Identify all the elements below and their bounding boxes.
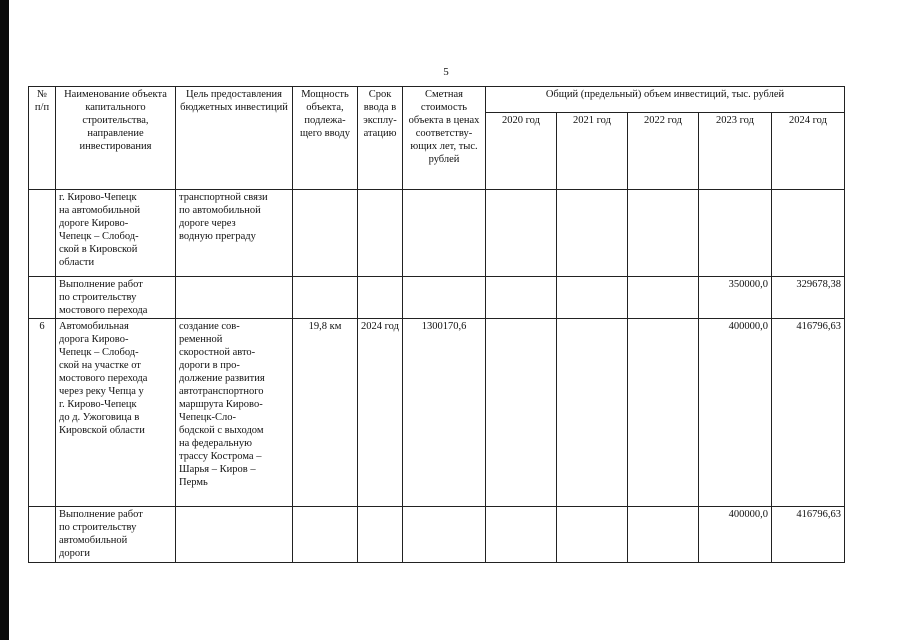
cell-purpose-line: Шарья – Киров – xyxy=(179,464,256,475)
cell-name-line: по строительству xyxy=(59,522,137,533)
cell-year-value xyxy=(699,190,772,277)
cell-purpose xyxy=(176,190,293,277)
cell-name-line: Чепецк – Слобод- xyxy=(59,347,139,358)
cell-name-line: Чепецк – Слобод- xyxy=(59,231,139,242)
cell-name-line: Выполнение работ xyxy=(59,509,143,520)
header-num: № п/п xyxy=(29,87,56,190)
cell-purpose-line: водную преграду xyxy=(179,231,256,242)
cell-name-line: ской на участке от xyxy=(59,360,141,371)
table-row xyxy=(29,190,845,277)
cell-year-value xyxy=(557,507,628,563)
cell-purpose-line: трассу Кострома – xyxy=(179,451,262,462)
header-capacity: Мощность объекта, подлежа-щего вводу xyxy=(293,87,358,190)
cell-capacity xyxy=(293,277,358,319)
cell-name-line: до д. Ужоговица в xyxy=(59,412,140,423)
cell-name-line: области xyxy=(59,257,95,268)
cell-name xyxy=(56,277,176,319)
cell-name-line: дороге Кирово- xyxy=(59,218,129,229)
cell-purpose-line: транспортной связи xyxy=(179,192,268,203)
table-row xyxy=(29,507,845,563)
cell-purpose-line: автотранспортного xyxy=(179,386,264,397)
cell-name-line: на автомобильной xyxy=(59,205,141,216)
cell-year-value xyxy=(628,319,699,507)
cell-year-value: 416796,63 xyxy=(772,319,845,507)
cell-name-line: Автомобильная xyxy=(59,321,129,332)
cell-name-line: Кировской области xyxy=(59,425,145,436)
cell-name-line: г. Кирово-Чепецк xyxy=(59,192,137,203)
cell-purpose-line: Чепецк-Сло- xyxy=(179,412,236,423)
header-cost: Сметная стоимость объекта в ценах соответству-ющих лет, тыс. рублей xyxy=(403,87,486,190)
cell-capacity: 19,8 км xyxy=(293,319,358,507)
cell-year-value xyxy=(557,190,628,277)
cell-purpose xyxy=(176,507,293,563)
cell-term xyxy=(358,277,403,319)
cell-year-value xyxy=(628,190,699,277)
cell-year-value xyxy=(628,507,699,563)
cell-year-value: 400000,0 xyxy=(699,507,772,563)
header-year: 2021 год xyxy=(557,113,628,190)
table-row xyxy=(29,319,845,507)
header-year: 2020 год xyxy=(486,113,557,190)
cell-name-line: автомобильной xyxy=(59,535,128,546)
cell-term xyxy=(358,507,403,563)
cell-year-value xyxy=(557,277,628,319)
scan-edge-bar xyxy=(0,0,9,640)
cell-name-line: Выполнение работ xyxy=(59,279,143,290)
cell-purpose-line: скоростной авто- xyxy=(179,347,256,358)
cell-purpose-line: Пермь xyxy=(179,477,208,488)
cell-num xyxy=(29,507,56,563)
cell-name-line: мостового перехода xyxy=(59,373,148,384)
cell-purpose-line: маршрута Кирово- xyxy=(179,399,263,410)
header-year: 2022 год xyxy=(628,113,699,190)
cell-purpose-line: дороге через xyxy=(179,218,236,229)
cell-year-value: 329678,38 xyxy=(772,277,845,319)
cell-year-value: 416796,63 xyxy=(772,507,845,563)
cell-year-value: 350000,0 xyxy=(699,277,772,319)
cell-purpose-line: бодской с выходом xyxy=(179,425,264,436)
cell-num xyxy=(29,277,56,319)
cell-purpose xyxy=(176,319,293,507)
header-purpose: Цель предоставления бюджетных инвестиций xyxy=(176,87,293,190)
cell-purpose-line: ременной xyxy=(179,334,223,345)
cell-name-line: по строительству xyxy=(59,292,137,303)
cell-year-value xyxy=(486,507,557,563)
cell-year-value xyxy=(486,319,557,507)
cell-capacity xyxy=(293,190,358,277)
cell-name-line: через реку Чепца у xyxy=(59,386,144,397)
cell-name-line: ской в Кировской xyxy=(59,244,138,255)
header-total: Общий (предельный) объем инвестиций, тыс. рублей xyxy=(486,87,845,113)
cell-cost xyxy=(403,190,486,277)
cell-num xyxy=(29,190,56,277)
page-number: 5 xyxy=(443,66,449,78)
cell-purpose xyxy=(176,277,293,319)
table-row xyxy=(29,277,845,319)
cell-purpose-line: создание сов- xyxy=(179,321,240,332)
cell-purpose-line: дороги в про- xyxy=(179,360,240,371)
cell-name xyxy=(56,507,176,563)
header-year: 2023 год xyxy=(699,113,772,190)
header-year: 2024 год xyxy=(772,113,845,190)
cell-term xyxy=(358,190,403,277)
cell-cost xyxy=(403,277,486,319)
header-term: Срок ввода в эксплу-атацию xyxy=(358,87,403,190)
cell-year-value xyxy=(557,319,628,507)
cell-year-value xyxy=(486,277,557,319)
cell-year-value xyxy=(486,190,557,277)
investment-table xyxy=(28,86,845,563)
cell-year-value xyxy=(772,190,845,277)
cell-name xyxy=(56,319,176,507)
cell-capacity xyxy=(293,507,358,563)
cell-term: 2024 год xyxy=(358,319,403,507)
cell-name-line: мостового перехода xyxy=(59,305,148,316)
cell-name xyxy=(56,190,176,277)
cell-cost xyxy=(403,507,486,563)
cell-purpose-line: по автомобильной xyxy=(179,205,261,216)
cell-purpose-line: должение развития xyxy=(179,373,265,384)
cell-year-value xyxy=(628,277,699,319)
cell-cost: 1300170,6 xyxy=(403,319,486,507)
cell-name-line: дороги xyxy=(59,548,91,559)
cell-year-value: 400000,0 xyxy=(699,319,772,507)
cell-name-line: г. Кирово-Чепецк xyxy=(59,399,137,410)
header-name: Наименование объекта капитального строительства, направление инвестирования xyxy=(56,87,176,190)
cell-num: 6 xyxy=(29,319,56,507)
cell-name-line: дорога Кирово- xyxy=(59,334,129,345)
cell-purpose-line: на федеральную xyxy=(179,438,252,449)
